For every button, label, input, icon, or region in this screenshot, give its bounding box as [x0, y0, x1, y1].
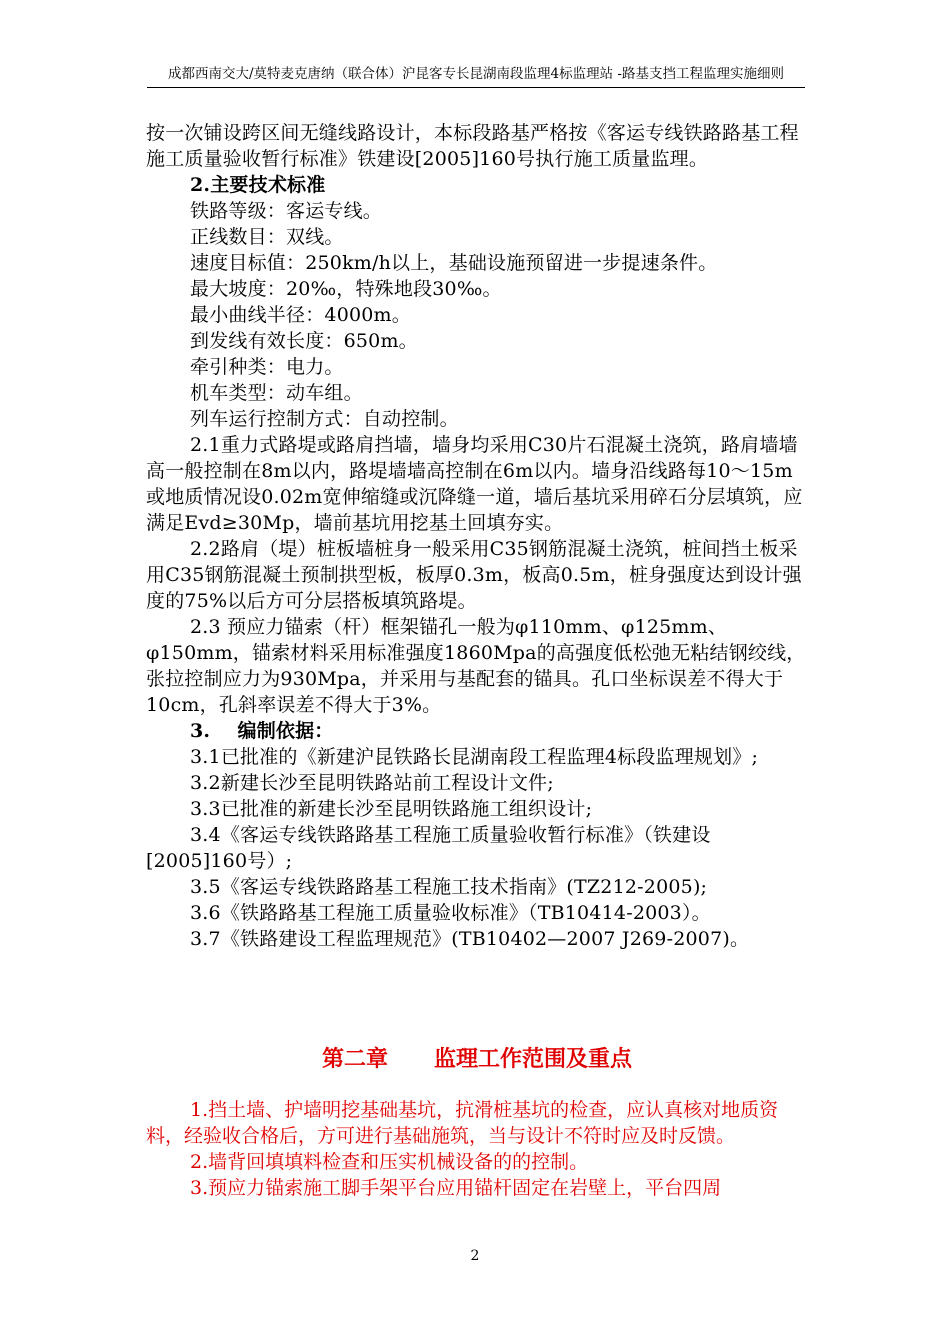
basis-item: 3.7《铁路建设工程监理规范》(TB10402—2007 J269-2007)。 [190, 928, 750, 950]
intro-paragraph: 按一次铺设跨区间无缝线路设计，本标段路基严格按《客运专线铁路路基工程施工质量验收暂行标准》铁建设[2005]160号执行施工质量监理。 [146, 122, 799, 170]
standard-item: 正线数目：双线。 [190, 226, 344, 248]
spec-paragraph: 2.2路肩（堤）桩板墙桩身一般采用C35钢筋混凝土浇筑，桩间挡土板采用C35钢筋混凝土预制拱型板，板厚0.3m，板高0.5m，桩身强度达到设计强度的75%以后方可分层搭板填筑路堤。 [146, 538, 802, 612]
chapter-item: 1.挡土墙、护墙明挖基础基坑，抗滑桩基坑的检查，应认真核对地质资料，经验收合格后，方可进行基础施筑，当与设计不符时应及时反馈。 [146, 1099, 779, 1147]
basis-item: 3.4《客运专线铁路路基工程施工质量验收暂行标准》（铁建设[2005]160号）; [146, 824, 711, 872]
standard-item: 最大坡度：20‰，特殊地段30‰。 [190, 278, 502, 300]
standard-item: 牵引种类：电力。 [190, 356, 344, 378]
standard-item: 最小曲线半径：4000m。 [190, 304, 411, 326]
basis-item: 3.6《铁路路基工程施工质量验收标准》（TB10414-2003）。 [190, 902, 711, 924]
chapter-item: 3.预应力锚索施工脚手架平台应用锚杆固定在岩壁上，平台四周 [190, 1177, 722, 1199]
chapter-title: 第二章 监理工作范围及重点 [322, 1047, 632, 1072]
running-header: 成都西南交大/莫特麦克唐纳（联合体）沪昆客专长昆湖南段监理4标监理站 -路基支挡工程监理实施细则 [147, 66, 805, 88]
spec-paragraph: 2.3 预应力锚索（杆）框架锚孔一般为φ110mm、φ125mm、φ150mm，锚索材料采用标准强度1860Mpa的高强度低松弛无粘结钢绞线，张拉控制应力为930Mpa，并采用与基配套的锚具。孔口坐标误差不得大于10cm，孔斜率误差不得大于3%。 [146, 616, 806, 716]
basis-item: 3.2新建长沙至昆明铁路站前工程设计文件; [190, 772, 554, 794]
standard-item: 速度目标值：250km/h以上，基础设施预留进一步提速条件。 [190, 252, 718, 274]
standard-item: 到发线有效长度：650m。 [190, 330, 418, 352]
basis-item: 3.3已批准的新建长沙至昆明铁路施工组织设计; [190, 798, 593, 820]
section-heading-standards: 2.主要技术标准 [190, 174, 326, 196]
basis-item: 3.5《客运专线铁路路基工程施工技术指南》(TZ212-2005); [190, 876, 708, 898]
standard-item: 列车运行控制方式：自动控制。 [190, 408, 459, 430]
section-heading-basis: 3. 编制依据： [190, 720, 334, 742]
chapter-body [146, 1097, 808, 1201]
chapter-item: 2.墙背回填填料检查和压实机械设备的的控制。 [190, 1151, 589, 1173]
spec-paragraph: 2.1重力式路堤或路肩挡墙，墙身均采用C30片石混凝土浇筑，路肩墙墙高一般控制在8m以内，路堤墙墙高控制在6m以内。墙身沿线路每10～15m或地质情况设0.02m宽伸缩缝或沉降缝一道，墙后基坑采用碎石分层填筑，应满足Evd≥30Mp，墙前基坑用挖基土回填夯实。 [146, 434, 803, 534]
standard-item: 机车类型：动车组。 [190, 382, 363, 404]
page-number: 2 [470, 1248, 480, 1264]
document-body [146, 120, 808, 952]
standard-item: 铁路等级：客运专线。 [190, 200, 383, 222]
basis-item: 3.1已批准的《新建沪昆铁路长昆湖南段工程监理4标段监理规划》; [190, 746, 759, 768]
